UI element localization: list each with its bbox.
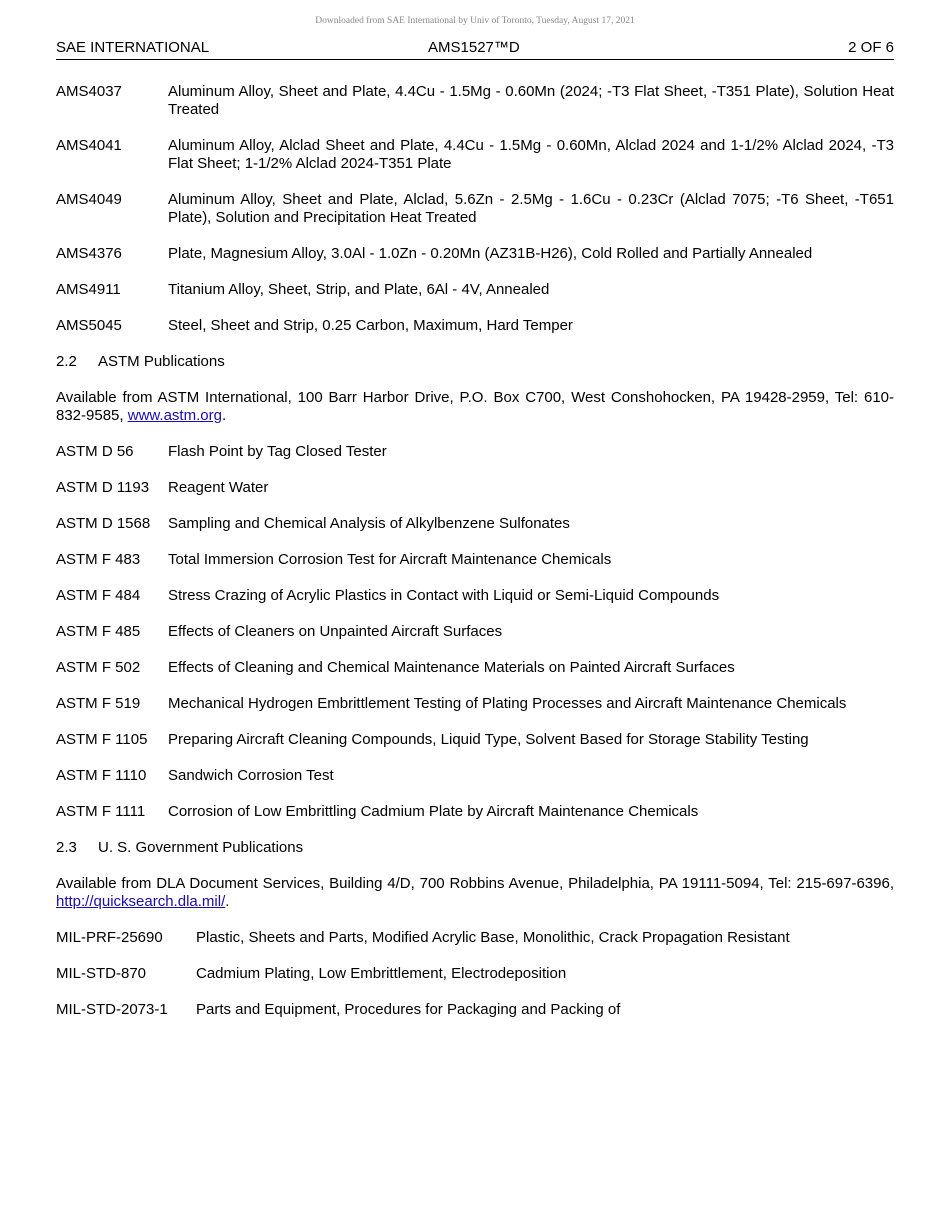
reference-entry [56,83,894,119]
reference-title: Cadmium Plating, Low Embrittlement, Electrodeposition [196,965,567,982]
reference-entry [56,443,894,461]
reference-code: AMS5045 [56,317,122,334]
reference-code: ASTM F 485 [56,623,141,640]
download-watermark: Downloaded from SAE International by Univ of Toronto, Tuesday, August 17, 2021 [315,16,635,26]
section-title: ASTM Publications [98,353,225,370]
reference-entry [56,623,894,641]
reference-title: Total Immersion Corrosion Test for Aircraft Maintenance Chemicals [168,551,612,568]
reference-entry [56,137,894,173]
header-page-number: 2 OF 6 [848,39,894,56]
reference-entry [56,245,894,263]
availability-text: Available from DLA Document Services, Building 4/D, 700 Robbins Avenue, Philadelphia, PA 19111-5094, Tel: 215-697-6396, [56,875,894,892]
reference-entry [56,479,894,497]
reference-code: MIL-PRF-25690 [56,929,163,946]
reference-code: ASTM F 519 [56,695,141,712]
header-document-number: AMS1527™D [428,39,520,56]
reference-title: Steel, Sheet and Strip, 0.25 Carbon, Maximum, Hard Temper [168,317,573,334]
reference-code: MIL-STD-2073-1 [56,1001,168,1018]
reference-title: Stress Crazing of Acrylic Plastics in Contact with Liquid or Semi-Liquid Compounds [168,587,720,604]
availability-suffix: . [225,893,230,910]
section-number: 2.2 [56,353,77,370]
reference-title: Flash Point by Tag Closed Tester [168,443,387,460]
reference-code: AMS4037 [56,83,122,100]
section-heading-us-government [56,839,894,857]
reference-code: ASTM F 484 [56,587,141,604]
reference-title: Plastic, Sheets and Parts, Modified Acrylic Base, Monolithic, Crack Propagation Resistant [196,929,790,946]
reference-title: Sampling and Chemical Analysis of Alkylbenzene Sulfonates [168,515,570,532]
reference-code: MIL-STD-870 [56,965,147,982]
reference-title: Sandwich Corrosion Test [168,767,334,784]
reference-title: Aluminum Alloy, Alclad Sheet and Plate, 4.4Cu - 1.5Mg - 0.60Mn, Alclad 2024 and 1-1/2% Alclad 2024, -T3 Flat Sheet; 1-1/2% Alclad 2024-T351 Plate [168,137,894,172]
section-number: 2.3 [56,839,77,856]
reference-entry [56,281,894,299]
reference-entry [56,659,894,677]
reference-code: ASTM F 1105 [56,731,148,748]
reference-title: Parts and Equipment, Procedures for Packaging and Packing of [196,1001,621,1018]
reference-title: Titanium Alloy, Sheet, Strip, and Plate, 6Al - 4V, Annealed [168,281,550,298]
section-title: U. S. Government Publications [98,839,304,856]
reference-entry [56,695,894,713]
dla-availability-paragraph [56,875,894,911]
reference-entry [56,1001,894,1019]
section-heading-astm [56,353,894,371]
astm-availability-paragraph [56,389,894,425]
reference-code: ASTM F 483 [56,551,141,568]
reference-entry [56,551,894,569]
reference-entry [56,587,894,605]
reference-title: Preparing Aircraft Cleaning Compounds, Liquid Type, Solvent Based for Storage Stability Testing [168,731,809,748]
header-publisher: SAE INTERNATIONAL [56,39,210,56]
reference-entry [56,515,894,533]
reference-entry [56,191,894,227]
availability-text: Available from ASTM International, 100 Barr Harbor Drive, P.O. Box C700, West Conshohocken, PA 19428-2959, Tel: 610-832-9585, [56,389,894,424]
reference-entry [56,965,894,983]
reference-title: Mechanical Hydrogen Embrittlement Testing of Plating Processes and Aircraft Maintenance Chemicals [168,695,847,712]
reference-title: Effects of Cleaning and Chemical Maintenance Materials on Painted Aircraft Surfaces [168,659,735,676]
reference-code: ASTM D 56 [56,443,134,460]
reference-entry [56,767,894,785]
astm-website-link[interactable]: www.astm.org [127,407,222,424]
reference-code: ASTM D 1193 [56,479,150,496]
reference-code: AMS4041 [56,137,122,154]
reference-entry [56,317,894,335]
reference-title: Plate, Magnesium Alloy, 3.0Al - 1.0Zn - 0.20Mn (AZ31B-H26), Cold Rolled and Partially Annealed [168,245,813,262]
reference-code: AMS4911 [56,281,121,298]
reference-title: Aluminum Alloy, Sheet and Plate, Alclad, 5.6Zn - 2.5Mg - 1.6Cu - 0.23Cr (Alclad 7075; -T6 Sheet, -T651 Plate), Solution and Precipitation Heat Treated [168,191,894,226]
reference-entry [56,731,894,749]
reference-entry [56,803,894,821]
availability-suffix: . [221,407,227,424]
reference-title: Effects of Cleaners on Unpainted Aircraft Surfaces [168,623,503,640]
reference-code: ASTM D 1568 [56,515,151,532]
reference-title: Aluminum Alloy, Sheet and Plate, 4.4Cu - 1.5Mg - 0.60Mn (2024; -T3 Flat Sheet, -T351 Plate), Solution Heat Treated [168,83,894,118]
dla-quicksearch-link[interactable]: http://quicksearch.dla.mil/ [56,893,226,910]
reference-code: ASTM F 502 [56,659,141,676]
reference-code: AMS4049 [56,191,122,208]
reference-code: ASTM F 1110 [56,767,147,784]
reference-title: Corrosion of Low Embrittling Cadmium Plate by Aircraft Maintenance Chemicals [168,803,699,820]
reference-title: Reagent Water [168,479,269,496]
reference-code: ASTM F 1111 [56,803,146,820]
reference-code: AMS4376 [56,245,122,262]
page-header [56,38,894,60]
document-body [56,83,894,1037]
reference-entry [56,929,894,947]
